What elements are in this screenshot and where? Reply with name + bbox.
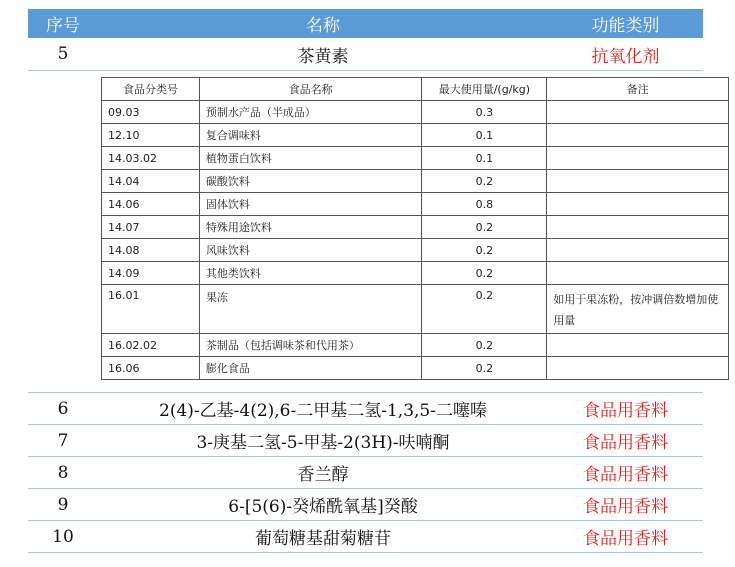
- food-name: 特殊用途饮料: [199, 216, 422, 239]
- subtable-header: 食品名称: [199, 78, 422, 101]
- usage-subtable-container: [28, 71, 719, 393]
- food-name: 碳酸饮料: [199, 170, 422, 193]
- remark: [547, 262, 729, 285]
- row-function: 食品用香料: [583, 497, 668, 517]
- food-name: 果冻: [199, 285, 422, 334]
- remark: [547, 239, 729, 262]
- remark: [547, 147, 729, 170]
- row-name: 葡萄糖基甜菊糖苷: [255, 529, 391, 549]
- table-row: [28, 38, 703, 71]
- remark: 如用于果冻粉，按冲调倍数增加使用量: [547, 285, 729, 334]
- subtable-row: [102, 124, 729, 147]
- table-header: [28, 9, 703, 38]
- header-name: 名称: [306, 16, 340, 36]
- subtable-row: [102, 147, 729, 170]
- row-name: 6-[5(6)-癸烯酰氧基]癸酸: [228, 497, 418, 517]
- remark: [547, 357, 729, 380]
- subtable-row: [102, 170, 729, 193]
- category-code: 14.04: [102, 170, 200, 193]
- row-no: 10: [52, 526, 74, 547]
- table-row: [28, 521, 703, 553]
- subtable-row: [102, 262, 729, 285]
- category-code: 14.06: [102, 193, 200, 216]
- category-code: 12.10: [102, 124, 200, 147]
- table-row: [28, 457, 703, 489]
- additive-table: [28, 9, 719, 553]
- subtable-row: [102, 193, 729, 216]
- row-no: 5: [57, 44, 69, 64]
- category-code: 14.07: [102, 216, 200, 239]
- row-no: 8: [57, 462, 69, 483]
- max-usage: 0.3: [422, 101, 547, 124]
- header-function: 功能类别: [591, 16, 660, 36]
- row-no: 9: [57, 494, 69, 515]
- food-name: 预制水产品（半成品）: [199, 101, 422, 124]
- remark: [547, 334, 729, 357]
- category-code: 14.08: [102, 239, 200, 262]
- row-name: 2(4)-乙基-4(2),6-二甲基二氢-1,3,5-二噻嗪: [159, 401, 487, 421]
- max-usage: 0.2: [422, 239, 547, 262]
- remark: [547, 193, 729, 216]
- remark: [547, 170, 729, 193]
- category-code: 16.06: [102, 357, 200, 380]
- subtable-row: [102, 334, 729, 357]
- food-name: 固体饮料: [199, 193, 422, 216]
- subtable-row: [102, 239, 729, 262]
- max-usage: 0.2: [422, 262, 547, 285]
- subtable-header: 食品分类号: [102, 78, 200, 101]
- max-usage: 0.2: [422, 334, 547, 357]
- subtable-header: 备注: [547, 78, 729, 101]
- header-no: 序号: [46, 16, 80, 36]
- remark: [547, 216, 729, 239]
- usage-subtable: [101, 77, 729, 380]
- row-name: 3-庚基二氢-5-甲基-2(3H)-呋喃酮: [196, 433, 450, 453]
- max-usage: 0.8: [422, 193, 547, 216]
- row-no: 7: [57, 430, 69, 451]
- max-usage: 0.1: [422, 124, 547, 147]
- category-code: 14.09: [102, 262, 200, 285]
- row-name: 茶黄素: [297, 46, 349, 67]
- max-usage: 0.2: [422, 170, 547, 193]
- food-name: 风味饮料: [199, 239, 422, 262]
- max-usage: 0.1: [422, 147, 547, 170]
- table-row: [28, 425, 703, 457]
- row-function: 食品用香料: [583, 401, 668, 421]
- max-usage: 0.2: [422, 285, 547, 334]
- subtable-row: [102, 357, 729, 380]
- max-usage: 0.2: [422, 357, 547, 380]
- row-function: 抗氧化剂: [591, 46, 660, 67]
- category-code: 16.02.02: [102, 334, 200, 357]
- subtable-row: [102, 285, 729, 334]
- food-name: 复合调味料: [199, 124, 422, 147]
- row-no: 6: [57, 398, 69, 419]
- subtable-row: [102, 101, 729, 124]
- max-usage: 0.2: [422, 216, 547, 239]
- food-name: 植物蛋白饮料: [199, 147, 422, 170]
- remark: [547, 101, 729, 124]
- food-name: 茶制品（包括调味茶和代用茶）: [199, 334, 422, 357]
- category-code: 09.03: [102, 101, 200, 124]
- subtable-header: 最大使用量/(g/kg): [422, 78, 547, 101]
- table-row: [28, 489, 703, 521]
- remark: [547, 124, 729, 147]
- category-code: 14.03.02: [102, 147, 200, 170]
- row-name: 香兰醇: [297, 465, 349, 485]
- category-code: 16.01: [102, 285, 200, 334]
- subtable-row: [102, 216, 729, 239]
- subtable-header-row: [102, 78, 729, 101]
- food-name: 膨化食品: [199, 357, 422, 380]
- table-row: [28, 393, 703, 425]
- row-function: 食品用香料: [583, 465, 668, 485]
- food-name: 其他类饮料: [199, 262, 422, 285]
- row-function: 食品用香料: [583, 529, 668, 549]
- row-function: 食品用香料: [583, 433, 668, 453]
